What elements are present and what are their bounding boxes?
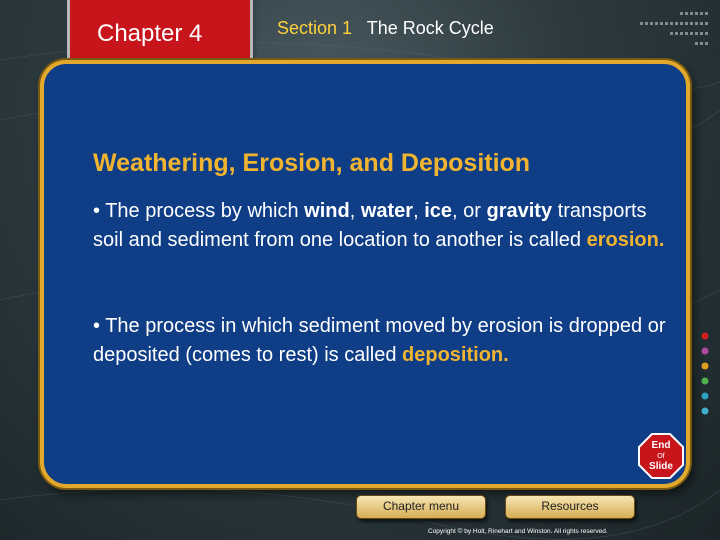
bullet1-sep2: , bbox=[413, 200, 425, 222]
chapter-title: Chapter 4 bbox=[97, 20, 203, 47]
bullet1-pre: • The process by which bbox=[93, 200, 305, 222]
keyword-wind: wind bbox=[304, 200, 350, 222]
end-of-slide-button[interactable] bbox=[638, 433, 684, 479]
term-erosion: erosion. bbox=[586, 229, 665, 251]
side-color-dots bbox=[698, 330, 714, 420]
term-deposition: deposition. bbox=[402, 344, 509, 366]
slide-heading: Weathering, Erosion, and Deposition bbox=[93, 149, 531, 177]
bullet1-mid: transports soil and sediment from one location to another is called bbox=[93, 200, 647, 251]
keyword-ice: ice bbox=[424, 200, 453, 222]
content-panel bbox=[40, 60, 690, 488]
side-dot bbox=[702, 408, 709, 415]
bullet1-sep1: , bbox=[349, 200, 361, 222]
bullet-deposition bbox=[93, 312, 673, 370]
section-number: Section 1 bbox=[277, 18, 353, 38]
decorative-dot-grid bbox=[632, 10, 712, 50]
end-slide-line3: Slide bbox=[649, 461, 673, 472]
copyright-notice: Copyright © by Holt, Rinehart and Winston. All rights reserved. bbox=[428, 528, 608, 535]
resources-button[interactable]: Resources bbox=[505, 495, 635, 519]
end-slide-line1: End bbox=[651, 440, 671, 451]
stop-sign-icon bbox=[638, 433, 684, 479]
chapter-menu-button[interactable]: Chapter menu bbox=[356, 495, 486, 519]
section-label bbox=[277, 17, 494, 39]
side-dot bbox=[702, 378, 709, 385]
bullet1-sep3: , or bbox=[452, 200, 487, 222]
keyword-water: water bbox=[360, 200, 414, 222]
side-dot bbox=[702, 363, 709, 370]
section-spacer bbox=[357, 18, 362, 38]
bullet2-pre: • The process in which sediment moved by erosion is dropped or deposited (comes to rest) is called bbox=[93, 315, 666, 366]
side-dot bbox=[702, 393, 709, 400]
side-dot bbox=[702, 348, 709, 355]
keyword-gravity: gravity bbox=[486, 200, 553, 222]
end-slide-line2: Of bbox=[657, 453, 665, 460]
bullet-erosion bbox=[93, 197, 673, 255]
side-dot bbox=[702, 333, 709, 340]
section-title: The Rock Cycle bbox=[366, 18, 494, 38]
